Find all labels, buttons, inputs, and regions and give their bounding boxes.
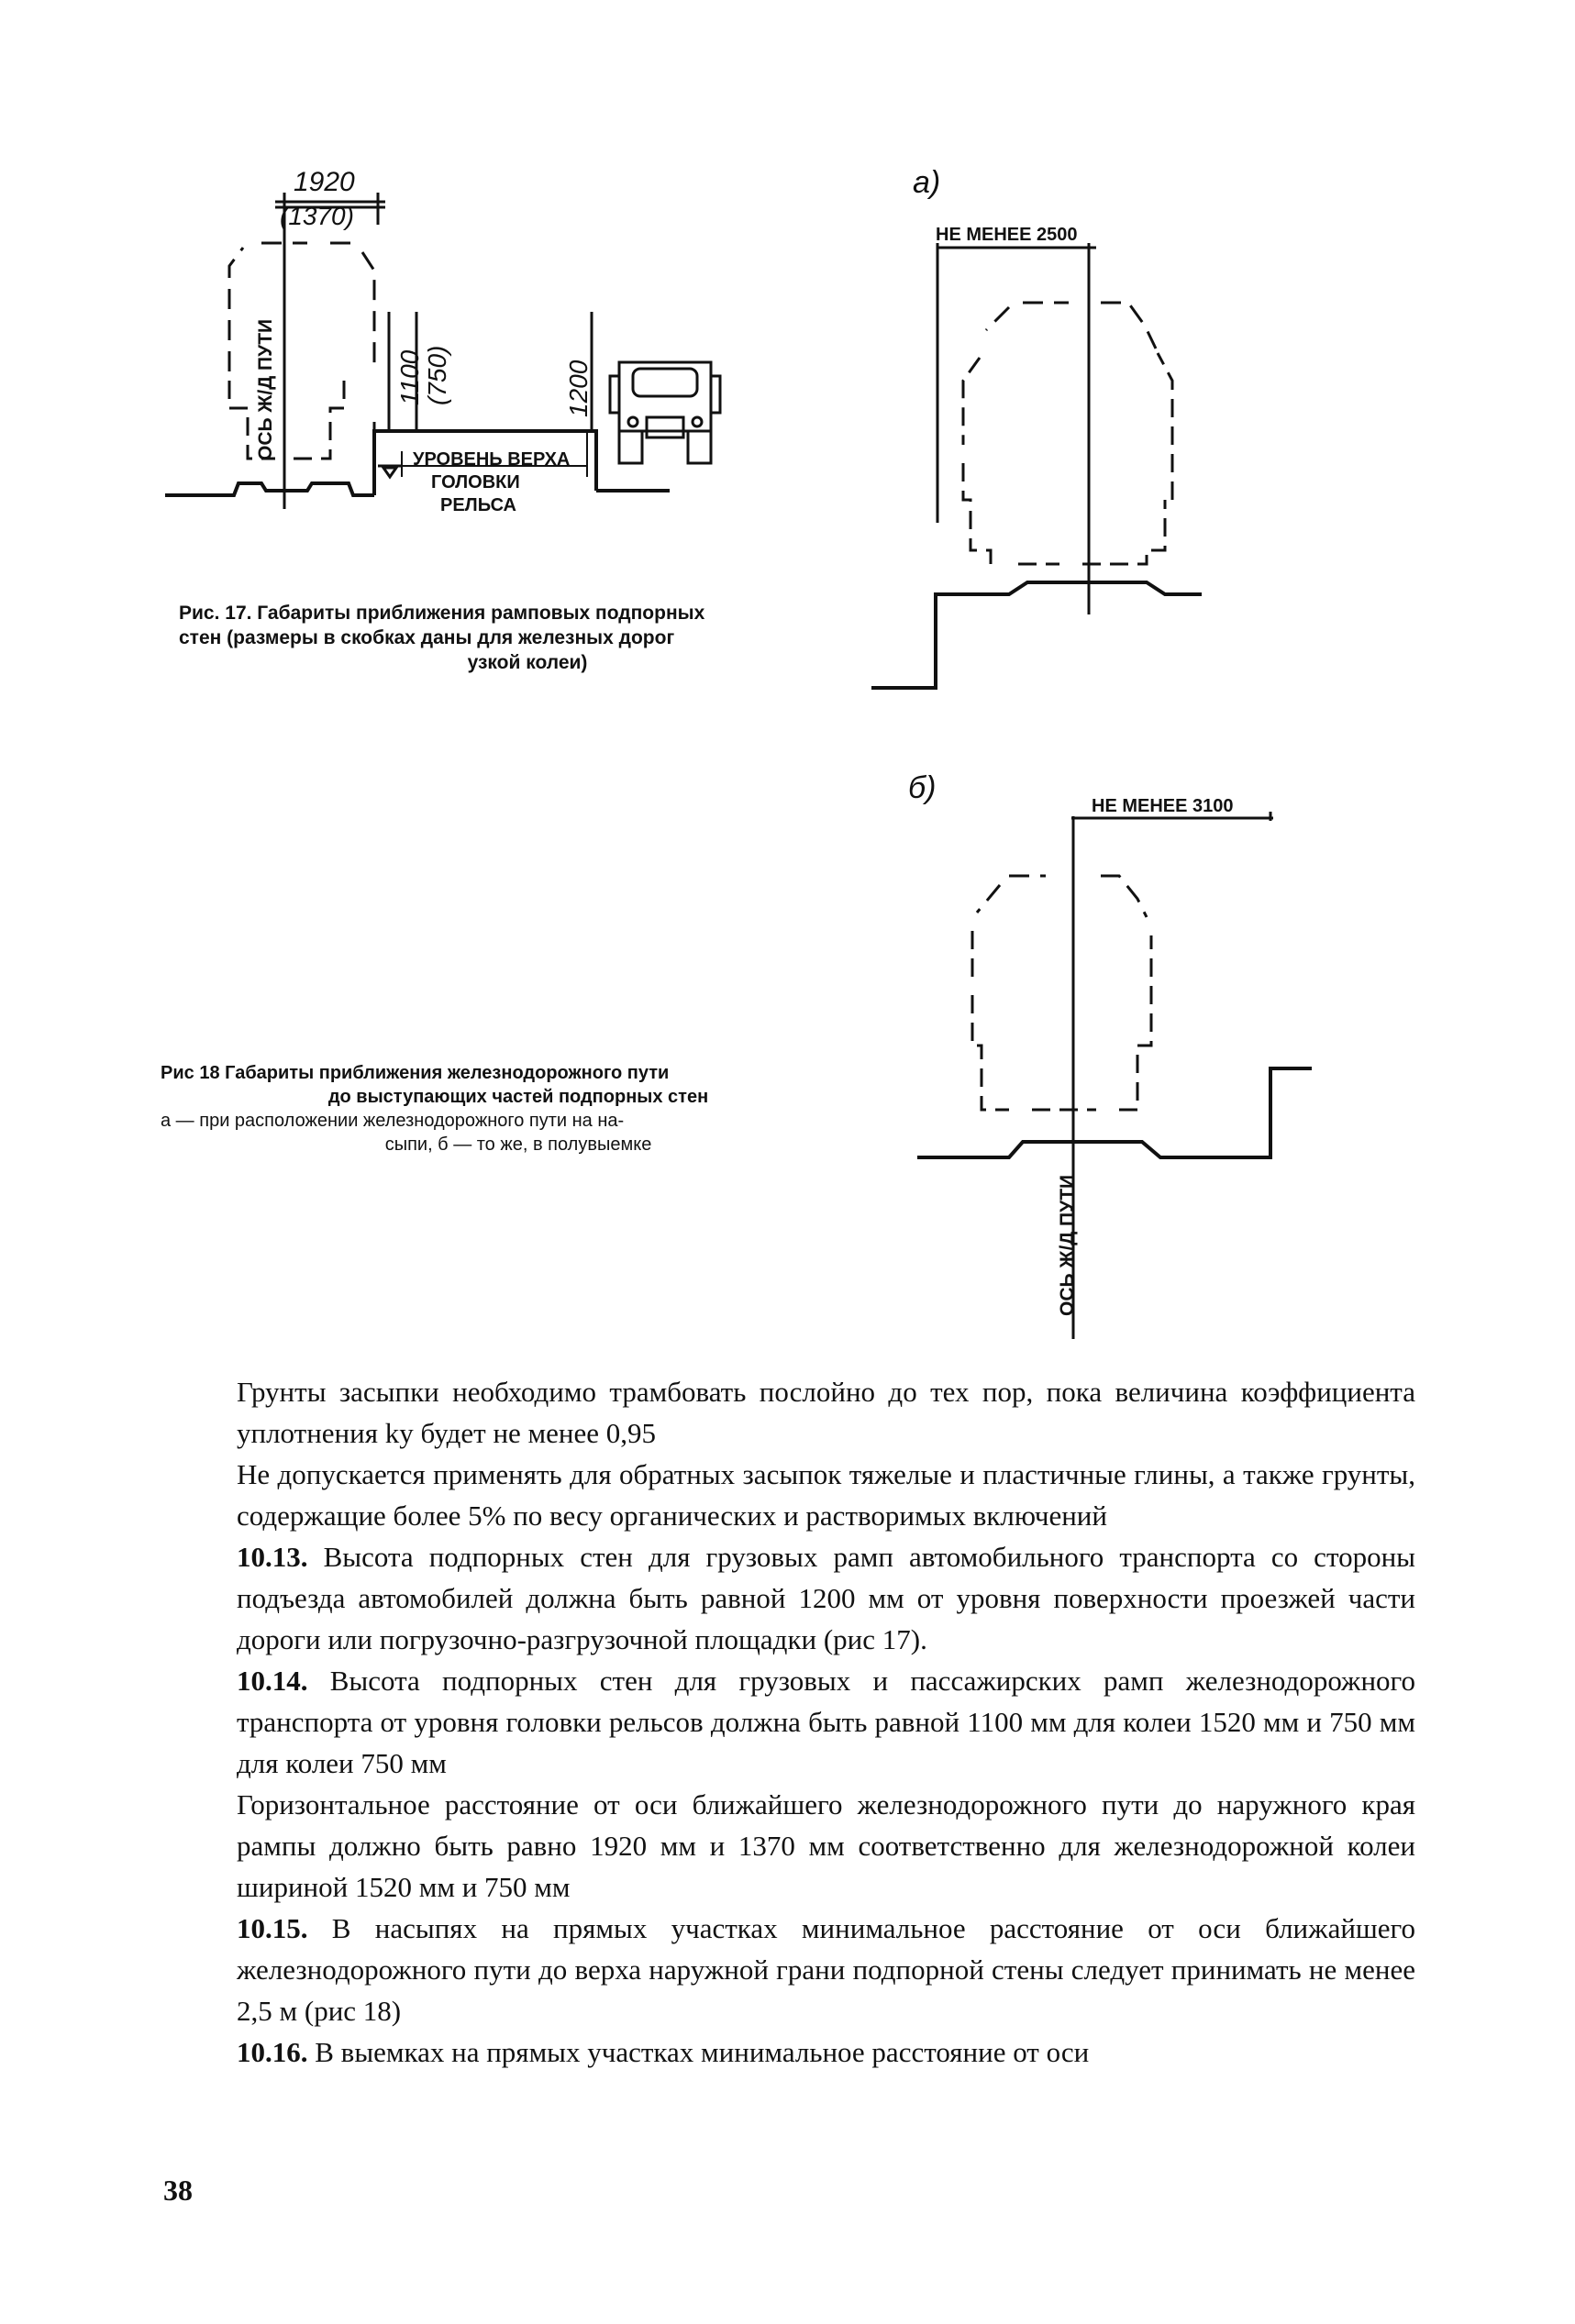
figure-18-caption-line: сыпи, б — то же, в полувыемке	[384, 1134, 652, 1155]
paragraph	[237, 1660, 1415, 1784]
paragraph	[237, 1908, 1415, 2031]
section-number: 10.15.	[237, 1912, 308, 1944]
figure-18-caption-line: а — при расположении железнодорожного пути на на-	[161, 1111, 625, 1131]
rail-level-label-1: УРОВЕНЬ ВЕРХА	[413, 449, 571, 470]
paragraph-text: Не допускается применять для обратных засыпок тяжелые и пластичные глины, а также грунты, содержащие более 5% по весу органических и растворимых включений	[237, 1458, 1415, 1532]
axis-label-fig17: ОСЬ Ж/Д ПУТИ	[255, 318, 276, 460]
dim-1100: 1100	[395, 349, 424, 405]
paragraph-text: Горизонтальное расстояние от оси ближайшего железнодорожного пути до наружного края рампы должно быть равно 1920 мм и 1370 мм соответственно для железнодорожной колеи шириной 1520 мм и 750 мм	[237, 1788, 1415, 1903]
figure-18a-drawing	[871, 156, 1312, 706]
paragraph	[237, 1784, 1415, 1908]
axis-label-fig18: ОСЬ Ж/Д ПУТИ	[1057, 1174, 1078, 1316]
paragraph-text: В насыпях на прямых участках минимальное расстояние от оси ближайшего железнодорожного пути до верха наружной грани подпорной стены следует принимать не менее 2,5 м (рис 18)	[237, 1912, 1415, 2027]
dim-1920: 1920	[294, 167, 355, 197]
figure-18b-drawing	[908, 761, 1330, 1348]
dim-not-less-3100: НЕ МЕНЕЕ 3100	[1092, 796, 1234, 816]
paragraph-text: Высота подпорных стен для грузовых рамп автомобильного транспорта со стороны подъезда автомобилей должна быть равной 1200 мм от уровня поверхности проезжей части дороги или погрузочно-разгрузочной площадки (рис 17).	[237, 1541, 1415, 1655]
truck-icon	[610, 362, 720, 463]
figure-17-caption-line: узкой колеи)	[467, 652, 588, 673]
figure-17-caption	[179, 601, 876, 675]
figure-17-caption-line: стен (размеры в скобках даны для железных дорог	[179, 627, 675, 648]
figure-17-caption-line: Рис. 17. Габариты приближения рамповых подпорных	[179, 603, 705, 624]
dim-1200: 1200	[564, 360, 593, 417]
paragraph-text: Высота подпорных стен для грузовых и пассажирских рамп железнодорожного транспорта от уровня головки рельсов должна быть равной 1100 мм для колеи 1520 мм и 750 мм для колеи 750 мм	[237, 1665, 1415, 1779]
figure-18-caption	[161, 1061, 876, 1156]
dim-1370: (1370)	[280, 202, 354, 230]
paragraph-text: В выемках на прямых участках минимальное расстояние от оси	[307, 2036, 1090, 2068]
page-number: 38	[163, 2174, 193, 2207]
paragraph	[237, 1454, 1415, 1536]
dim-750: (750)	[423, 345, 451, 405]
paragraph-text: Грунты засыпки необходимо трамбовать послойно до тех пор, пока величина коэффициента уплотнения kу будет не менее 0,95	[237, 1376, 1415, 1449]
figure-18-caption-line: Рис 18 Габариты приближения железнодорожного пути	[161, 1063, 670, 1083]
paragraph	[237, 2031, 1415, 2073]
paragraph	[237, 1371, 1415, 1454]
panel-a-label: а)	[913, 165, 941, 200]
rail-level-label-2: ГОЛОВКИ	[431, 472, 520, 492]
paragraph	[237, 1536, 1415, 1660]
figure-17-drawing	[156, 156, 670, 541]
dim-not-less-2500: НЕ МЕНЕЕ 2500	[936, 225, 1078, 245]
section-number: 10.16.	[237, 2036, 308, 2068]
body-text	[237, 1371, 1415, 2073]
section-number: 10.14.	[237, 1665, 308, 1697]
section-number: 10.13.	[237, 1541, 308, 1573]
figure-18-caption-line: до выступающих частей подпорных стен	[327, 1087, 709, 1107]
panel-b-label: б)	[908, 770, 937, 805]
rail-level-label-3: РЕЛЬСА	[440, 495, 516, 515]
